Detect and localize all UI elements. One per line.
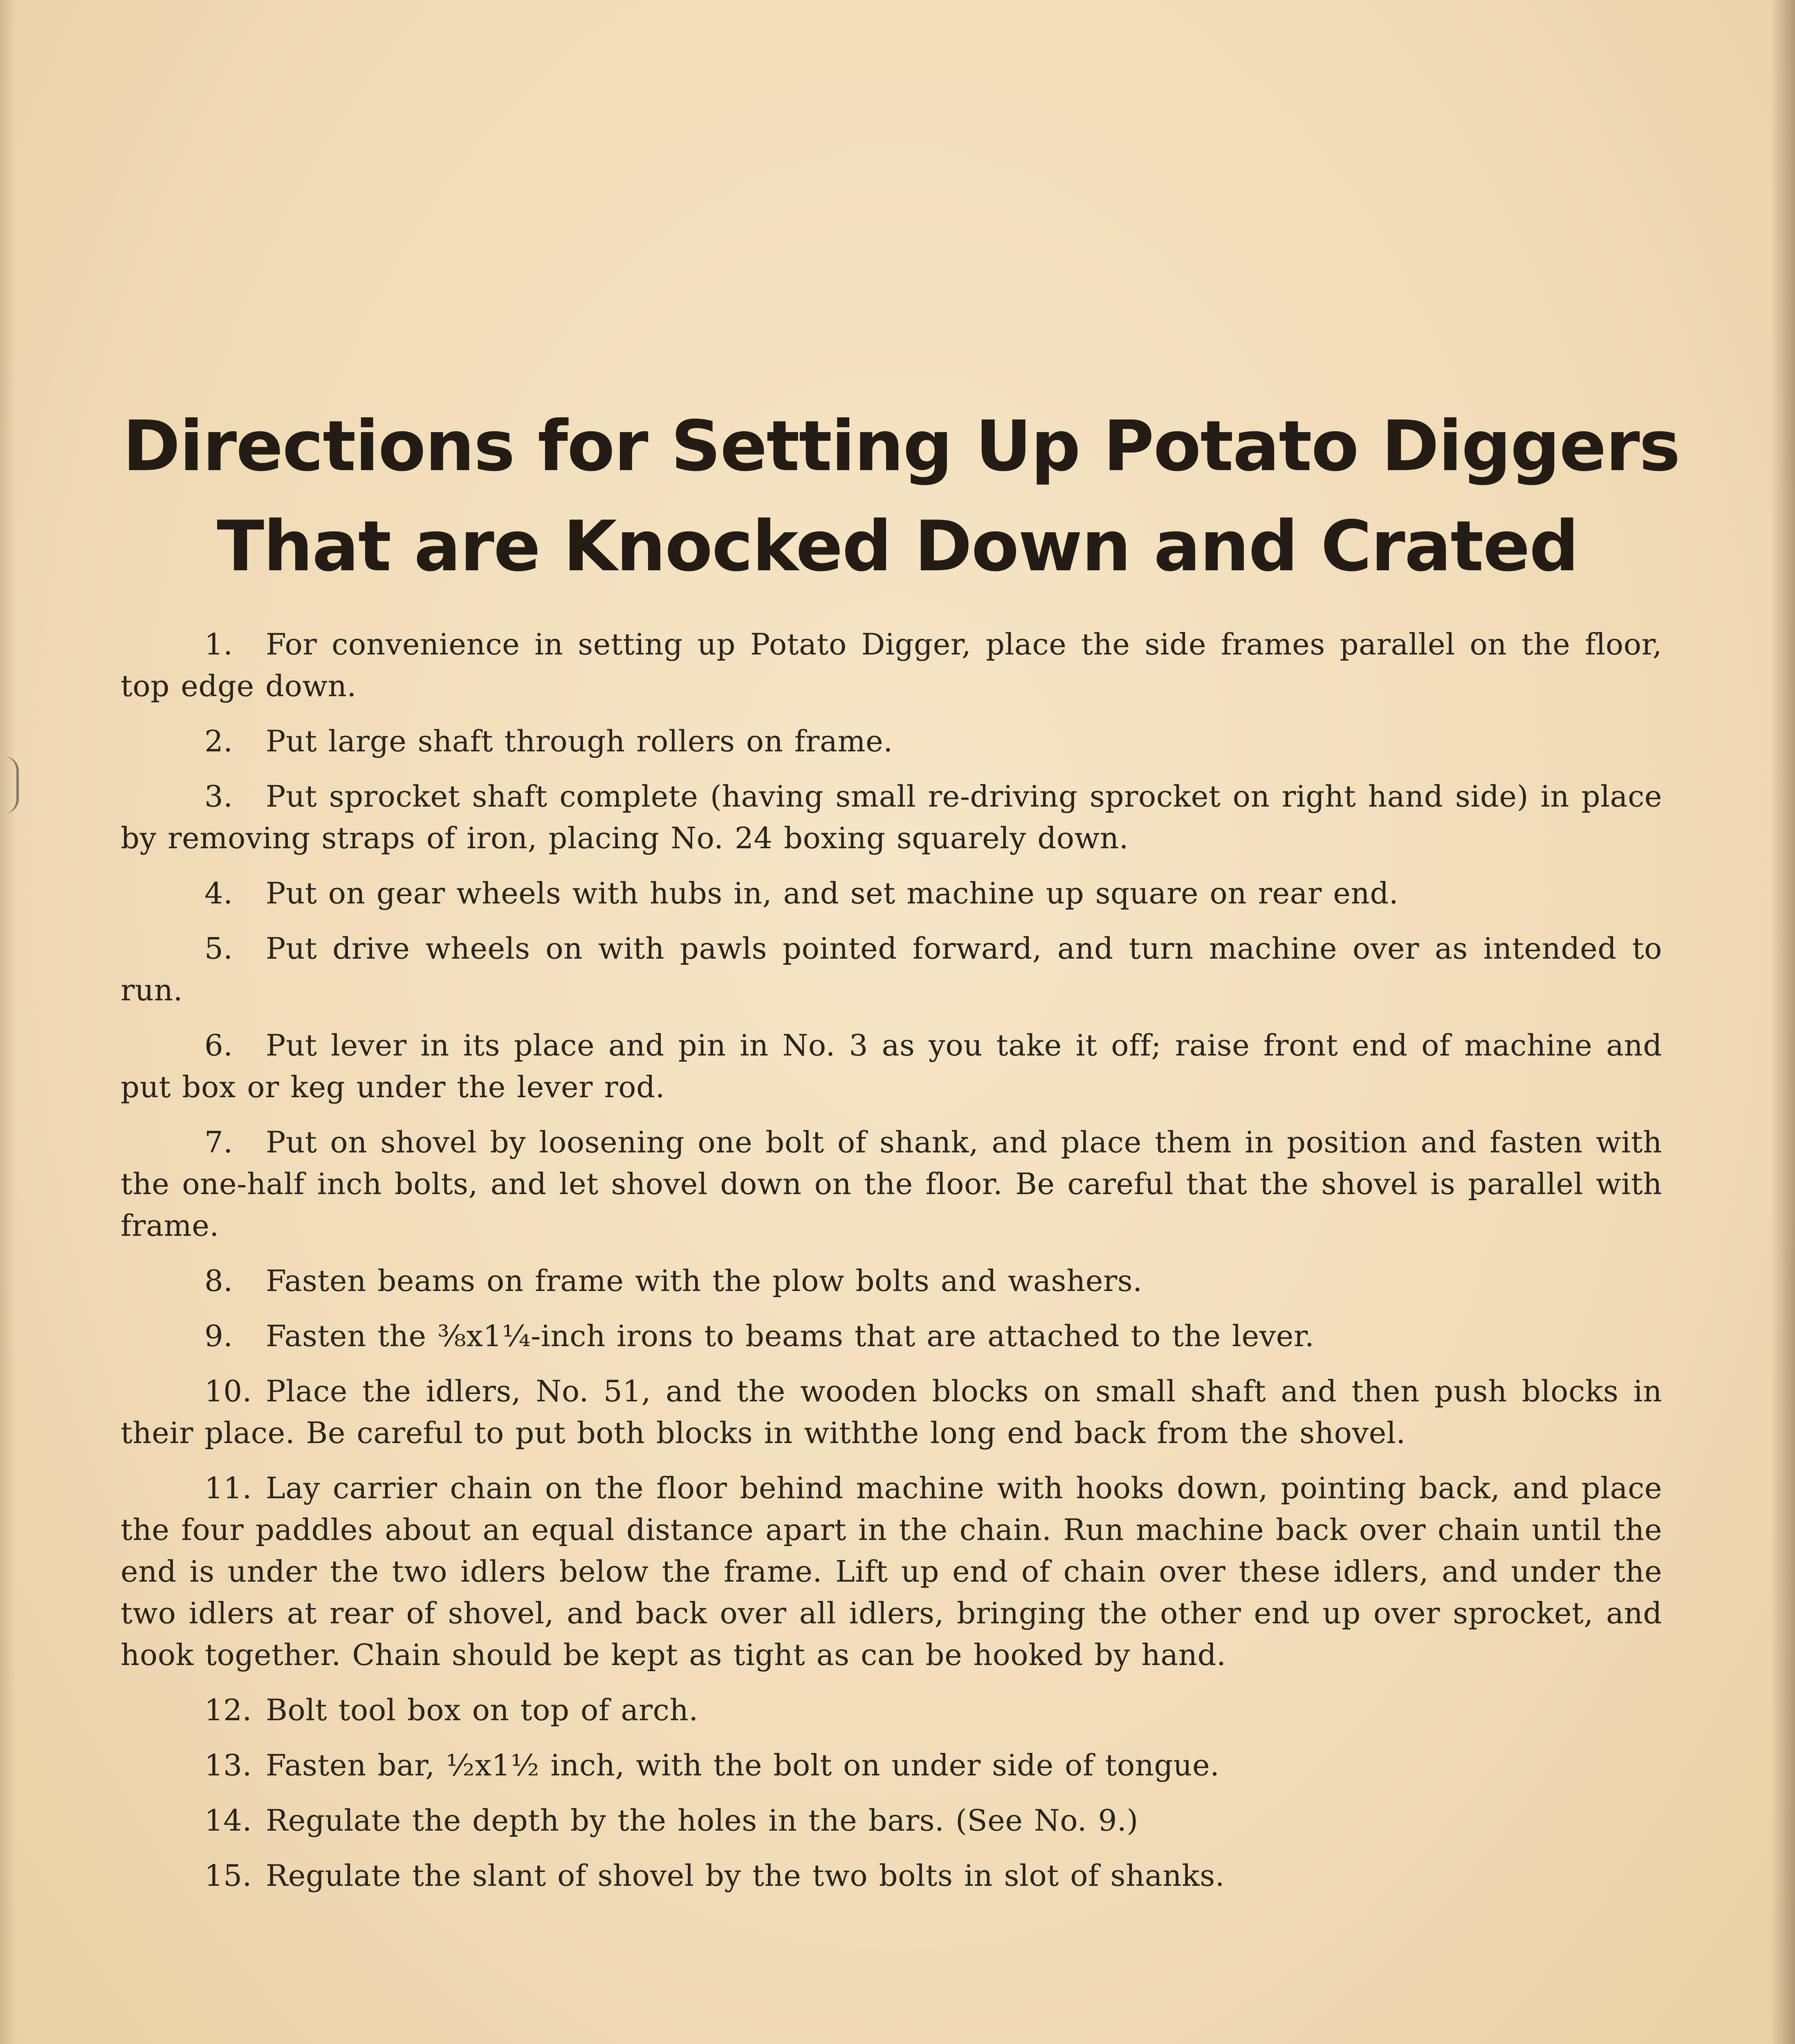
item-number: 3.: [204, 779, 233, 814]
item-number: 6.: [204, 1028, 233, 1062]
item-text: Put drive wheels on with pawls pointed forward, and turn machine over as intended to run.: [121, 931, 1662, 1007]
item-number: 7.: [204, 1125, 233, 1159]
direction-item-12: [121, 1689, 1662, 1731]
item-text: Fasten bar, ½x1½ inch, with the bolt on under side of tongue.: [266, 1748, 1220, 1782]
direction-item-3: [121, 775, 1662, 859]
item-text: For convenience in setting up Potato Digger, place the side frames parallel on the floor, top edge down.: [121, 627, 1662, 703]
direction-item-7: [121, 1121, 1662, 1246]
direction-item-10: [121, 1370, 1662, 1454]
item-text: Put large shaft through rollers on frame.: [266, 724, 893, 758]
item-text: Regulate the depth by the holes in the bars. (See No. 9.): [266, 1803, 1138, 1838]
item-text: Regulate the slant of shovel by the two bolts in slot of shanks.: [266, 1858, 1225, 1893]
item-number: 4.: [204, 876, 233, 910]
item-number: 5.: [204, 931, 233, 966]
item-text: Fasten the ⅜x1¼-inch irons to beams that are attached to the lever.: [266, 1319, 1315, 1353]
direction-item-1: [121, 623, 1662, 707]
direction-item-6: [121, 1024, 1662, 1108]
title-line-2: That are Knocked Down and Crated: [217, 506, 1578, 587]
page-shadow-right: [1770, 0, 1795, 2044]
item-number: 13.: [204, 1748, 252, 1782]
direction-item-8: [121, 1260, 1662, 1302]
item-number: 14.: [204, 1803, 252, 1838]
item-text: Put sprocket shaft complete (having small re-driving sprocket on right hand side) in place by removing straps of iron, placing No. 24 boxing squarely down.: [121, 779, 1662, 855]
direction-item-13: [121, 1744, 1662, 1786]
item-number: 9.: [204, 1319, 233, 1353]
item-text: Place the idlers, No. 51, and the wooden blocks on small shaft and then push blocks in their place. Be careful to put both blocks in withthe long end back from the shovel.: [121, 1374, 1662, 1450]
direction-item-14: [121, 1800, 1662, 1841]
direction-item-4: [121, 872, 1662, 914]
item-text: Put on gear wheels with hubs in, and set machine up square on rear end.: [266, 876, 1399, 910]
directions-list: [121, 623, 1662, 1910]
item-number: 11.: [204, 1471, 252, 1505]
item-number: 1.: [204, 627, 233, 661]
direction-item-15: [121, 1855, 1662, 1896]
item-number: 12.: [204, 1693, 252, 1727]
item-number: 10.: [204, 1374, 252, 1408]
item-text: Bolt tool box on top of arch.: [266, 1693, 698, 1727]
direction-item-11: [121, 1467, 1662, 1676]
title-line-1: Directions for Setting Up Potato Diggers: [123, 406, 1680, 487]
item-text: Fasten beams on frame with the plow bolts and washers.: [266, 1264, 1142, 1298]
item-text: Lay carrier chain on the floor behind machine with hooks down, pointing back, and place the four paddles about an equal distance apart in the chain. Run machine back over chain until the end is under the two idlers below the frame. Lift up end of chain over these idlers, and under the two idlers at rear of shovel, and back over all idlers, bringing the other end up over sprocket, and hook together. Chain should be kept as tight as can be hooked by hand.: [121, 1471, 1662, 1672]
page-shadow-left: [0, 0, 16, 2044]
direction-item-5: [121, 928, 1662, 1011]
item-number: 8.: [204, 1264, 233, 1298]
item-number: 2.: [204, 724, 233, 758]
page-title: [123, 397, 1680, 597]
pencil-mark: [4, 756, 19, 814]
item-text: Put on shovel by loosening one bolt of shank, and place them in position and fasten with the one-half inch bolts, and let shovel down on the floor. Be careful that the shovel is parallel with frame.: [121, 1125, 1662, 1243]
item-number: 15.: [204, 1858, 252, 1893]
item-text: Put lever in its place and pin in No. 3 as you take it off; raise front end of machine and put box or keg under the lever rod.: [121, 1028, 1662, 1104]
direction-item-9: [121, 1315, 1662, 1357]
direction-item-2: [121, 720, 1662, 762]
